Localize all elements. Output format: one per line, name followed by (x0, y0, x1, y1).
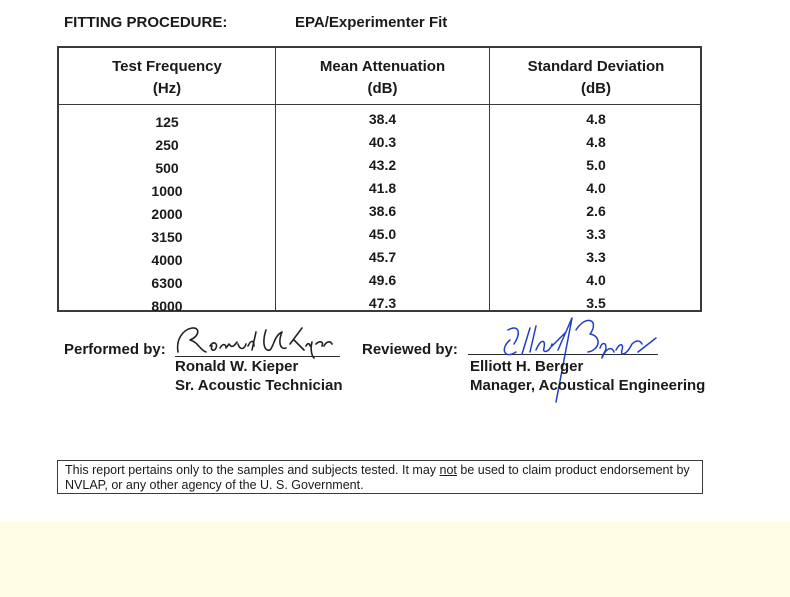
column-header-frequency (59, 56, 275, 100)
performed-by-label: Performed by: (64, 341, 166, 358)
sd-cell: 4.8 (586, 111, 606, 127)
mean-cell: 38.6 (368, 203, 397, 219)
performer-title: Sr. Acoustic Technician (175, 377, 343, 394)
reviewed-by-label: Reviewed by: (362, 341, 458, 358)
mean-cell: 47.3 (368, 295, 397, 311)
frequency-cell: 6300 (151, 275, 183, 291)
table-row (59, 154, 700, 177)
column-header-unit: (dB) (581, 80, 611, 97)
mean-cell: 43.2 (368, 157, 397, 173)
performer-block (175, 357, 343, 395)
table-row (59, 223, 700, 246)
sd-cell: 4.0 (586, 272, 606, 288)
performer-name: Ronald W. Kieper (175, 358, 299, 375)
reviewer-name: Elliott H. Berger (470, 358, 584, 375)
table-body (59, 108, 700, 315)
table-row (59, 269, 700, 292)
frequency-cell: 1000 (151, 183, 183, 199)
fitting-procedure-label: FITTING PROCEDURE: (64, 14, 228, 31)
column-header-mean (276, 56, 489, 100)
table-row (59, 108, 700, 131)
frequency-cell: 500 (155, 160, 179, 176)
notice-emphasis: not (439, 463, 457, 477)
table-row (59, 200, 700, 223)
bottom-margin-band (0, 522, 790, 597)
table-row (59, 246, 700, 269)
mean-cell: 38.4 (368, 111, 397, 127)
notice-text-part2: be used to claim product endorsement by NVLAP, or any other agency of the U. S. Government. (65, 463, 690, 492)
frequency-cell: 3150 (151, 229, 183, 245)
sd-cell: 3.5 (586, 295, 606, 311)
attenuation-table (57, 46, 702, 312)
mean-cell: 40.3 (368, 134, 397, 150)
column-header-title: Mean Attenuation (319, 58, 446, 75)
sd-cell: 3.3 (586, 249, 606, 265)
sd-cell: 3.3 (586, 226, 606, 242)
mean-cell: 45.0 (368, 226, 397, 242)
column-header-sd (490, 56, 702, 100)
column-header-unit: (Hz) (152, 80, 182, 97)
column-header-title: Test Frequency (112, 58, 222, 75)
frequency-cell: 8000 (151, 298, 183, 314)
column-header-title: Standard Deviation (527, 58, 665, 75)
frequency-cell: 125 (155, 114, 179, 130)
mean-cell: 41.8 (368, 180, 397, 196)
fitting-procedure-value: EPA/Experimenter Fit (295, 14, 448, 31)
sd-cell: 4.8 (586, 134, 606, 150)
disclaimer-notice (57, 460, 703, 494)
sd-cell: 5.0 (586, 157, 606, 173)
mean-cell: 45.7 (368, 249, 397, 265)
reviewer-title: Manager, Acoustical Engineering (470, 377, 706, 394)
column-header-unit: (dB) (367, 80, 398, 97)
frequency-cell: 4000 (151, 252, 183, 268)
notice-text-part1: This report pertains only to the samples and subjects tested. It may (65, 463, 440, 477)
header-rule (59, 104, 700, 105)
mean-cell: 49.6 (368, 272, 397, 288)
frequency-cell: 2000 (151, 206, 183, 222)
table-row (59, 177, 700, 200)
sd-cell: 2.6 (586, 203, 606, 219)
sd-cell: 4.0 (586, 180, 606, 196)
frequency-cell: 250 (155, 137, 179, 153)
performer-signature-icon (170, 322, 335, 362)
table-row (59, 131, 700, 154)
reviewer-block (470, 357, 705, 395)
